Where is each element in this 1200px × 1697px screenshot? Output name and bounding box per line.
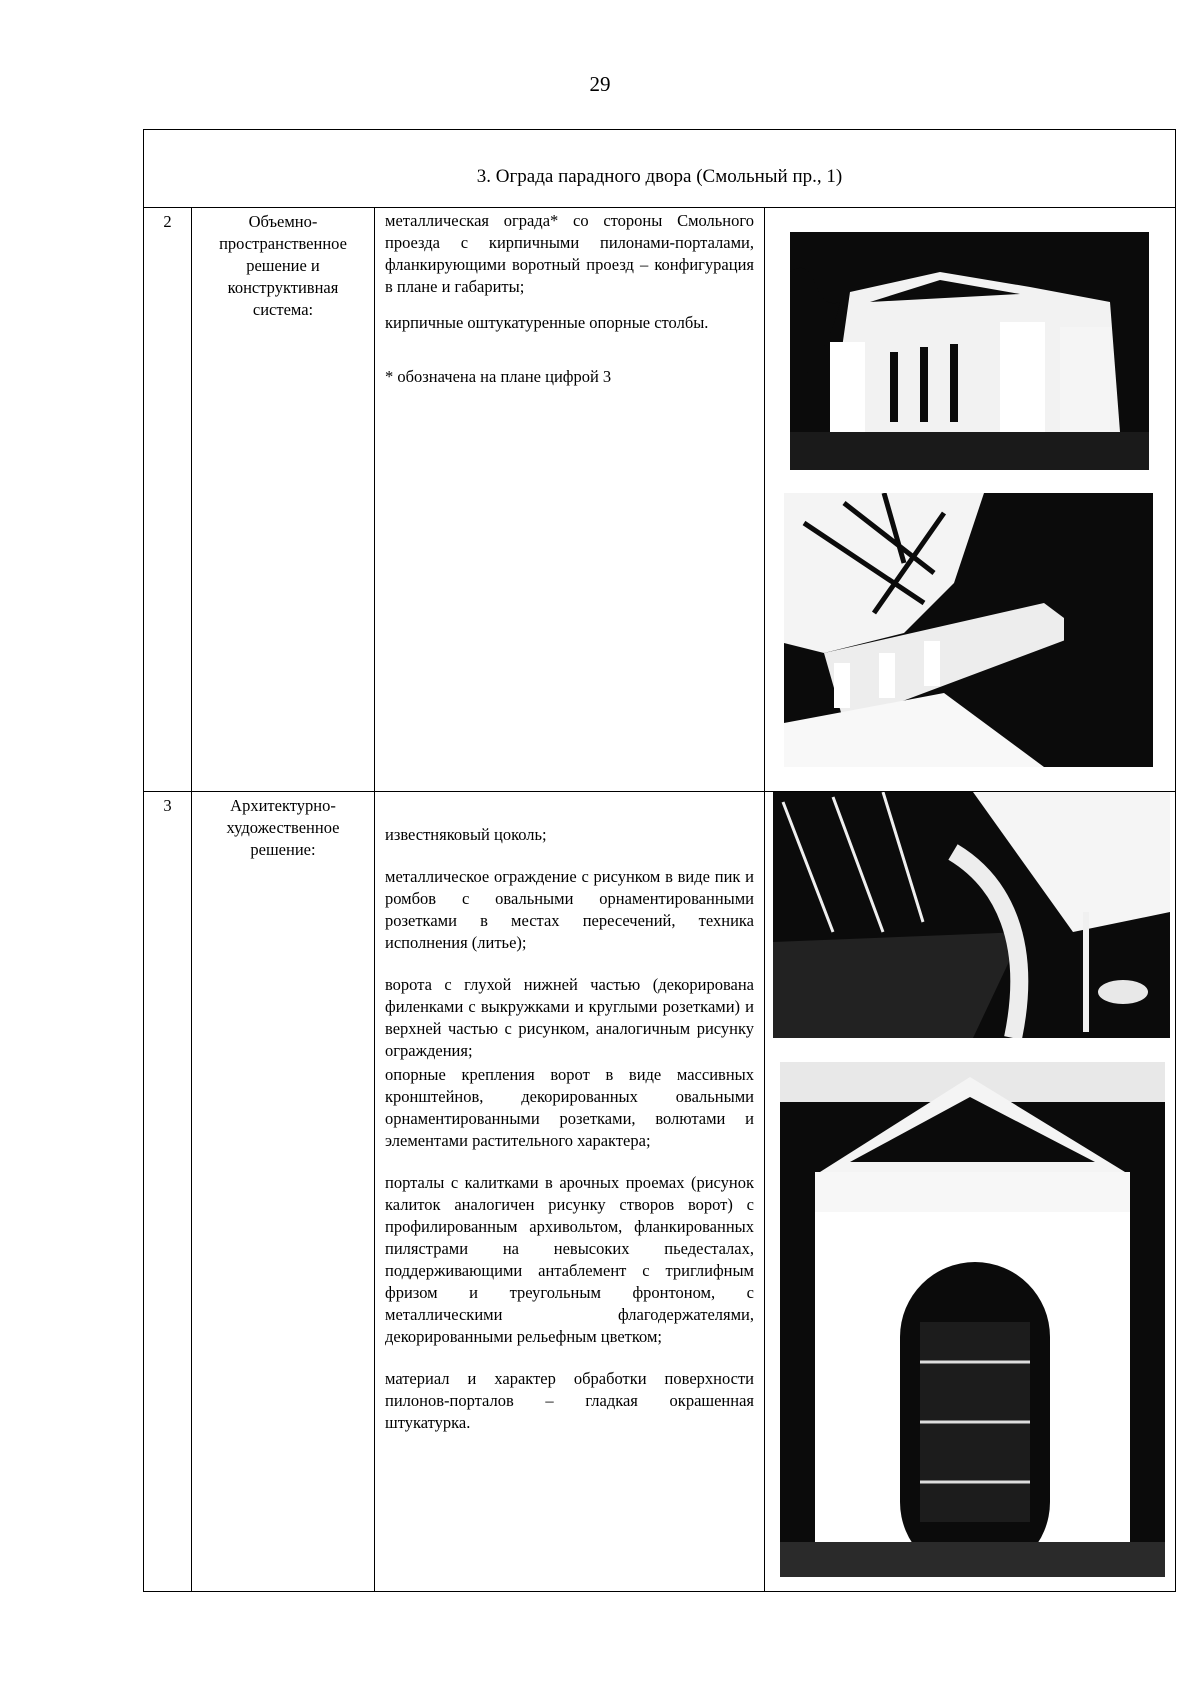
photo-cell bbox=[765, 792, 1176, 1592]
row-number: 2 bbox=[144, 208, 192, 792]
description-paragraph: металлическая ограда* со стороны Смольного проезда с кирпичными пилонами-порталами, фланкирующими воротный проезд – конфигурация в плане и габариты; bbox=[385, 211, 754, 296]
page-number: 29 bbox=[589, 72, 611, 96]
row-label: Объемно-пространственное решение и конструктивная система: bbox=[192, 208, 375, 792]
description-paragraph: порталы с калитками в арочных проемах (рисунок калиток аналогичен рисунку створов ворот) с профилированным архивольтом, фланкированных пилястрами на невысоких пьедесталах, поддерживающими антаблемент с триглифным фризом и треугольным фронтоном, с металлическими флагодержателями, декорированными рельефным цветком; bbox=[385, 1173, 754, 1346]
fence-pylons-photo bbox=[790, 232, 1149, 470]
gate-portal-photo bbox=[780, 1062, 1165, 1577]
description-paragraph: ворота с глухой нижней частью (декорирована филенками с выкружками и круглыми розетками) и верхней частью с рисунком, аналогичным рисунку ограждения; bbox=[385, 975, 754, 1060]
fence-perspective-photo bbox=[784, 493, 1153, 767]
row-description bbox=[375, 208, 765, 792]
description-paragraph: металлическое ограждение с рисунком в виде пик и ромбов с овальными орнаментированными розетками в местах пересечений, техника исполнения (литье); bbox=[385, 867, 754, 952]
fence-detail-photo bbox=[773, 792, 1170, 1038]
description-paragraph: известняковый цоколь; bbox=[385, 825, 547, 844]
section-header-row bbox=[144, 130, 1176, 208]
section-title-cell bbox=[144, 130, 1176, 208]
section-title: 3. Ограда парадного двора (Смольный пр., 1) bbox=[476, 165, 843, 187]
specification-table bbox=[143, 129, 1176, 1592]
description-paragraph: материал и характер обработки поверхности пилонов-порталов – гладкая окрашенная штукатурка. bbox=[385, 1369, 754, 1432]
table-row bbox=[144, 792, 1176, 1592]
description-paragraph: кирпичные оштукатуренные опорные столбы. bbox=[385, 313, 709, 332]
row-number: 3 bbox=[144, 792, 192, 1592]
description-paragraph: опорные крепления ворот в виде массивных кронштейнов, декорированных овальными орнаментированными розетками, волютами и элементами растительного характера; bbox=[385, 1065, 754, 1150]
table-row bbox=[144, 208, 1176, 792]
photo-cell bbox=[765, 208, 1176, 792]
description-paragraph: * обозначена на плане цифрой 3 bbox=[385, 367, 612, 386]
row-description bbox=[375, 792, 765, 1592]
row-label: Архитектурно-художественное решение: bbox=[192, 792, 375, 1592]
